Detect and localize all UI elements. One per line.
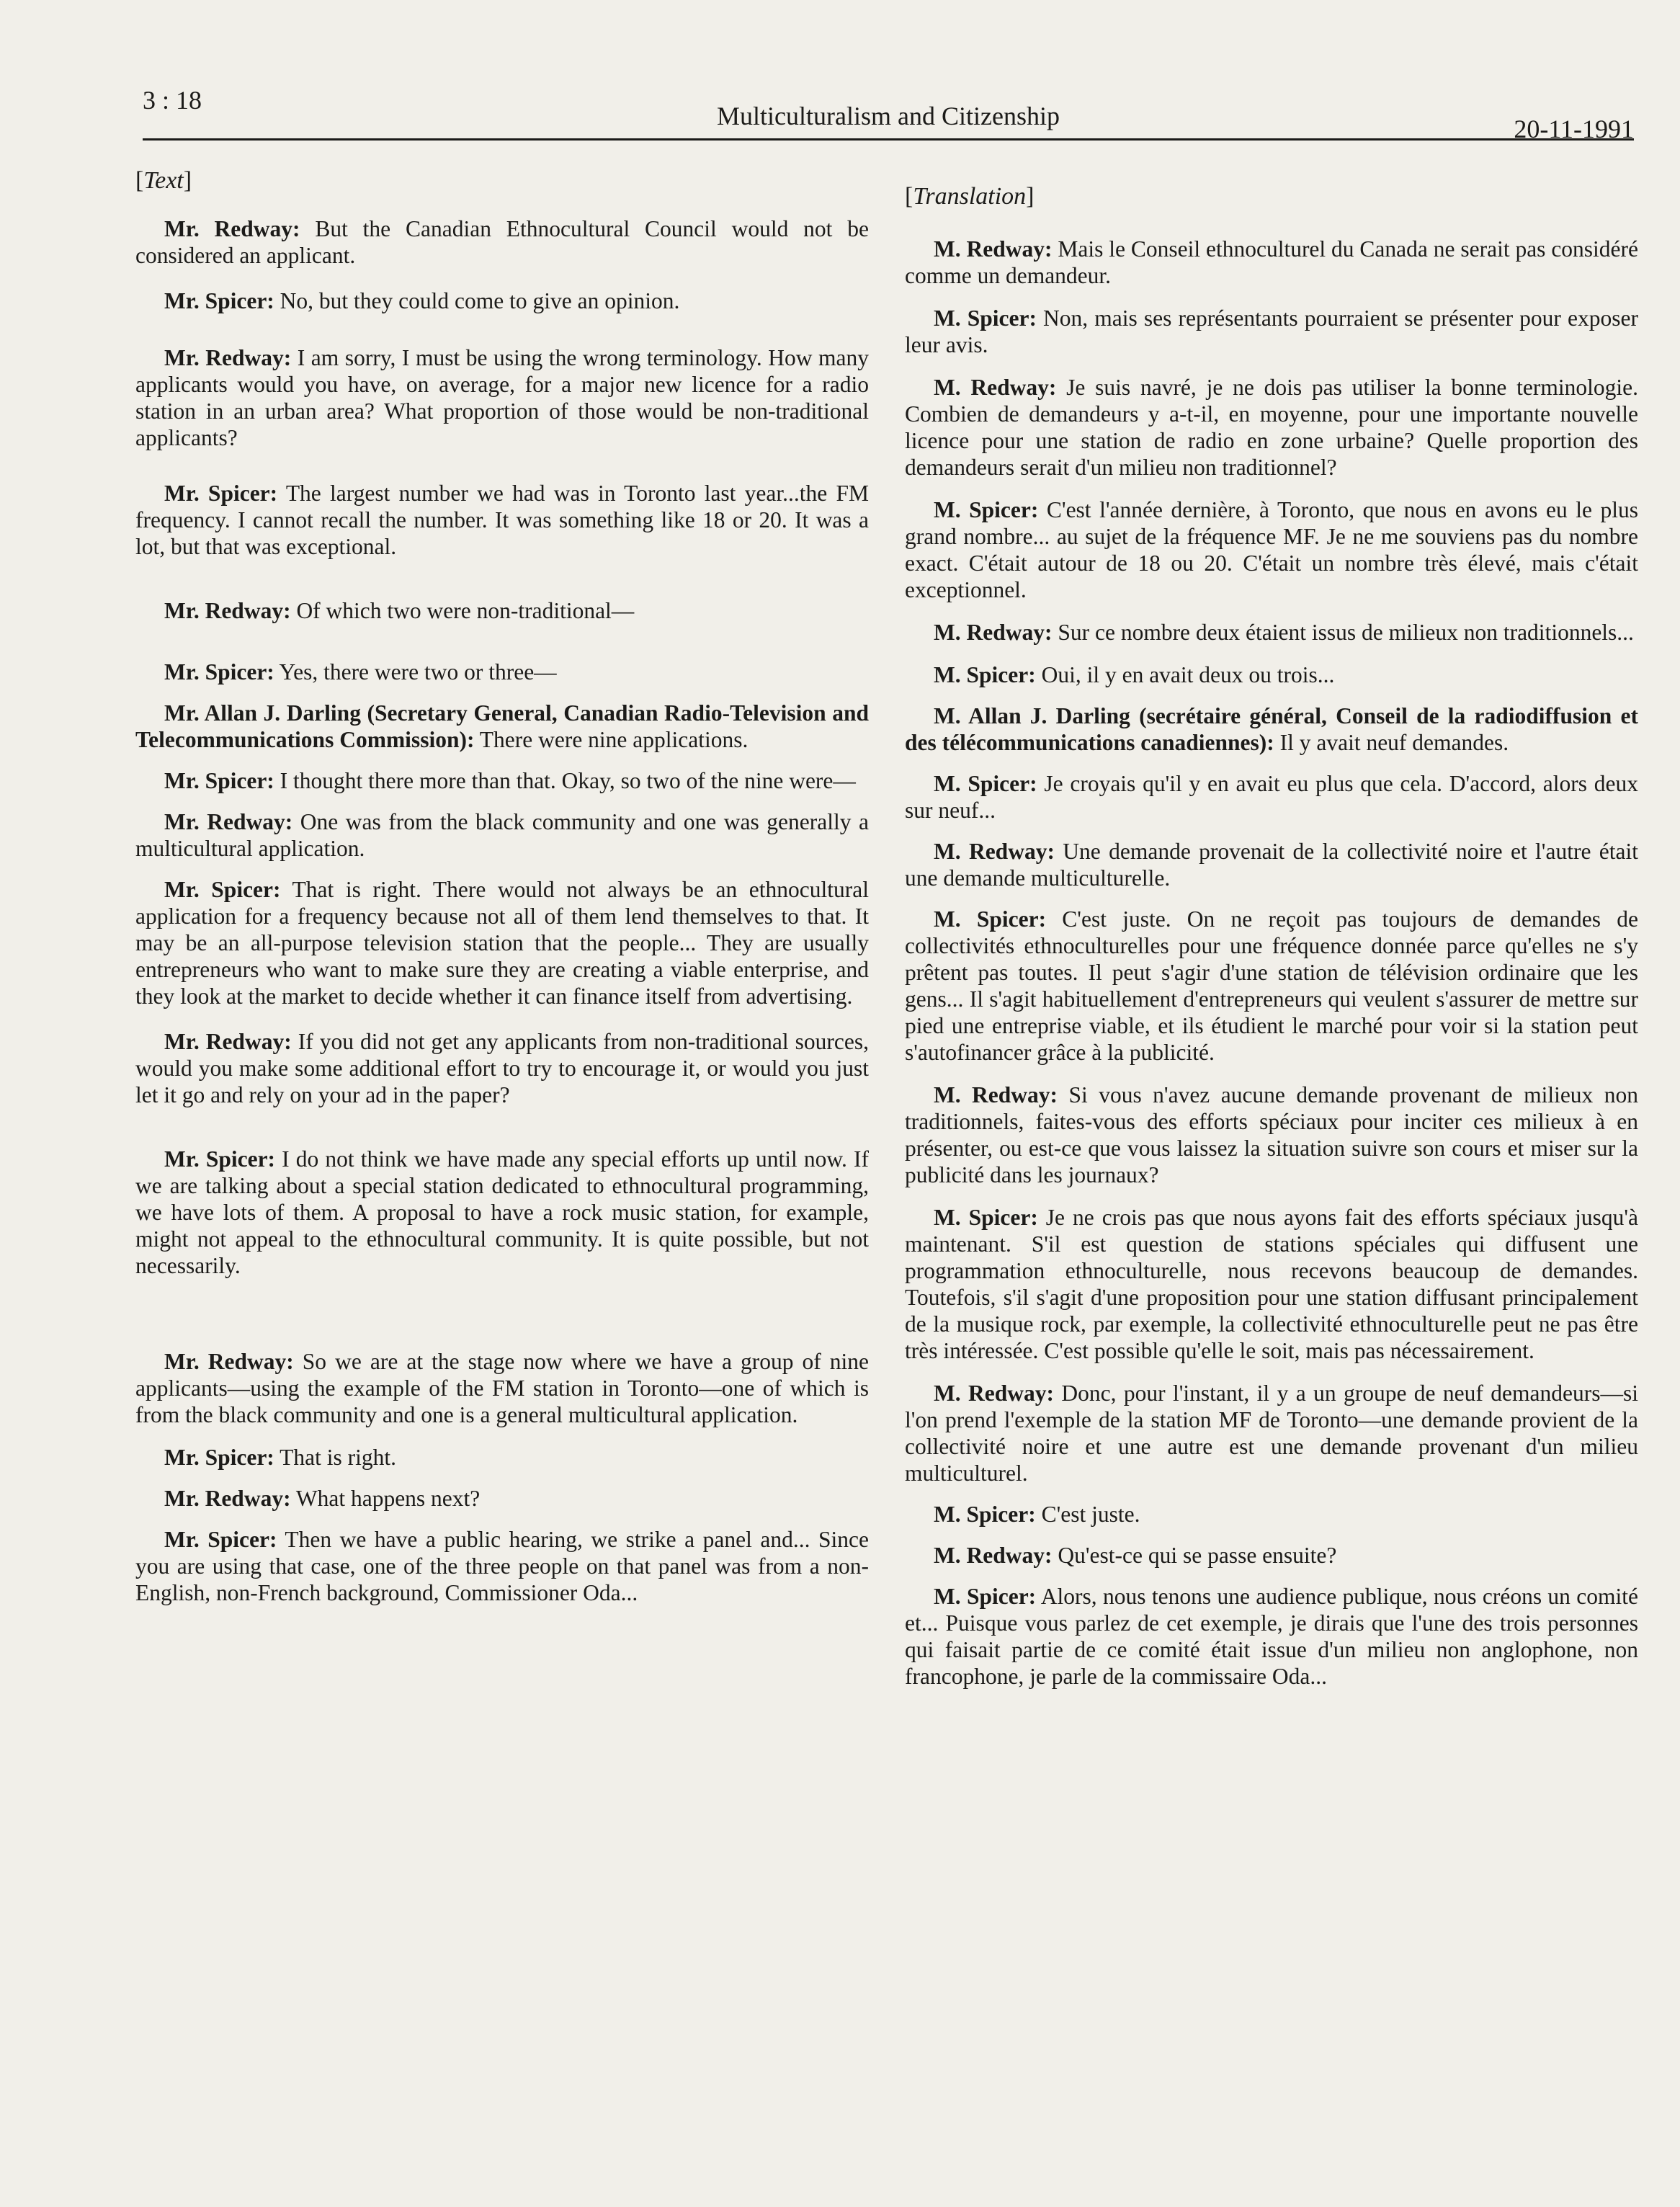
transcript-turn	[905, 770, 1638, 824]
turn-text: Qu'est-ce qui se passe ensuite?	[1052, 1543, 1337, 1568]
turn-text: Then we have a public hearing, we strike a panel and... Since you are using that case, one of the three people on that panel was from a non-English, non-French background, Commissioner Oda...	[135, 1527, 869, 1605]
turn-text: I am sorry, I must be using the wrong terminology. How many applicants would you have, on average, for a major new licence for a radio station in an urban area? What proportion of those would be non-traditional applicants?	[135, 345, 870, 450]
turn-text: I thought there more than that. Okay, so two of the nine were—	[274, 768, 856, 793]
speaker-name: Mr. Allan J. Darling (Secretary General, Canadian Radio-Television and Telecommunications Commission):	[135, 700, 869, 752]
speaker-name: M. Redway:	[934, 839, 1055, 864]
transcript-turn	[135, 1485, 869, 1512]
speaker-name: M. Redway:	[934, 236, 1053, 262]
english-column	[135, 167, 869, 1606]
turn-text: Alors, nous tenons une audience publique, nous créons un comité et... Puisque vous parlez de cet exemple, je dirais que l'une des trois personnes qui faisait partie de ce comité était issue d'un milieu non anglophone, non francophone, je parle de la commissaire Oda...	[905, 1584, 1638, 1689]
transcript-turn	[135, 1444, 869, 1471]
french-column	[905, 183, 1638, 1690]
transcript-turn	[135, 876, 869, 1009]
turn-text: Mais le Conseil ethnoculturel du Canada ne serait pas considéré comme un demandeur.	[905, 236, 1639, 288]
speaker-name: Mr. Spicer:	[164, 1146, 276, 1172]
speaker-name: Mr. Spicer:	[164, 481, 278, 506]
speaker-name: Mr. Redway:	[164, 809, 293, 834]
turn-text: So we are at the stage now where we have a group of nine applicants—using the example of the FM station in Toronto—one of which is from the black community and one is a general multicultural application.	[135, 1349, 869, 1427]
column-label: [Translation]	[905, 183, 1035, 210]
transcript-turn	[905, 236, 1638, 289]
turn-text: C'est juste. On ne reçoit pas toujours de demandes de collectivités ethnoculturelles pour une fréquence donnée parce qu'elles ne s'y prêtent pas toutes. Il peut s'agir d'une station de télévision ordinaire que les gens... Il s'agit habituellement d'entrepreneurs qui veulent s'assurer de mettre sur pied une entreprise viable, et ils étudient le marché pour voir si la station peut s'autofinancer grâce à la publicité.	[905, 906, 1638, 1065]
turn-text: Oui, il y en avait deux ou trois...	[1035, 662, 1335, 687]
transcript-turn	[135, 1526, 869, 1606]
speaker-name: Mr. Redway:	[164, 1486, 291, 1511]
speaker-name: M. Redway:	[934, 375, 1057, 400]
speaker-name: Mr. Spicer:	[164, 1527, 277, 1552]
transcript-turn	[135, 767, 869, 794]
transcript-turn	[905, 1501, 1638, 1528]
transcript-turn	[905, 374, 1638, 481]
speaker-name: Mr. Spicer:	[164, 288, 274, 313]
speaker-name: Mr. Redway:	[164, 598, 291, 623]
speaker-name: Mr. Redway:	[164, 1029, 292, 1054]
turn-text: But the Canadian Ethnocultural Council would not be considered an applicant.	[135, 216, 869, 268]
transcript-turn	[905, 619, 1638, 646]
turn-text: Yes, there were two or three—	[274, 659, 557, 685]
transcript-turn	[905, 1082, 1638, 1188]
turn-text: C'est l'année dernière, à Toronto, que nous en avons eu le plus grand nombre... au sujet de la fréquence MF. Je ne me souviens pas du nombre exact. C'était autour de 18 ou 20. C'était un nombre très élevé, mais c'était exceptionnel.	[905, 497, 1638, 602]
speaker-name: M. Redway:	[934, 1082, 1058, 1107]
turn-text: Non, mais ses représentants pourraient se présenter pour exposer leur avis.	[905, 306, 1638, 357]
transcript-turn	[135, 480, 869, 560]
turn-text: One was from the black community and one was generally a multicultural application.	[135, 809, 869, 861]
speaker-name: M. Allan J. Darling (secrétaire général, Conseil de la radiodiffusion et des télécommunications canadiennes):	[905, 703, 1638, 755]
speaker-name: Mr. Spicer:	[164, 768, 274, 793]
speaker-name: M. Spicer:	[934, 1502, 1036, 1527]
speaker-name: M. Spicer:	[934, 1205, 1038, 1230]
transcript-turn	[905, 305, 1638, 358]
page-header	[143, 81, 1634, 141]
transcript-turn	[905, 1583, 1638, 1690]
turn-text: Of which two were non-traditional—	[290, 598, 635, 623]
speaker-name: M. Redway:	[934, 620, 1053, 645]
speaker-name: M. Spicer:	[934, 497, 1039, 522]
turn-text: Si vous n'avez aucune demande provenant de milieux non traditionnels, faites-vous des efforts spéciaux pour inciter ces milieux à en présenter, ou est-ce que vous laissez la situation suivre son cours et miser sur la publicité dans les journaux?	[905, 1082, 1639, 1187]
speaker-name: Mr. Redway:	[164, 345, 292, 370]
speaker-name: M. Spicer:	[934, 771, 1037, 796]
english-turns	[135, 215, 869, 1606]
turn-text: C'est juste.	[1035, 1502, 1140, 1527]
transcript-turn	[135, 808, 869, 862]
transcript-turn	[905, 496, 1638, 603]
turn-text: That is right.	[274, 1445, 396, 1470]
turn-text: If you did not get any applicants from non-traditional sources, would you make some additional effort to try to encourage it, or would you just let it go and rely on your ad in the paper?	[135, 1029, 869, 1107]
speaker-name: Mr. Spicer:	[164, 659, 274, 685]
speaker-name: M. Spicer:	[934, 1584, 1037, 1609]
transcript-turn	[905, 661, 1638, 688]
turn-text: The largest number we had was in Toronto last year...the FM frequency. I cannot recall the number. It was something like 18 or 20. It was a lot, but that was exceptional.	[135, 481, 869, 559]
turn-text: That is right. There would not always be an ethnocultural application for a frequency because not all of them lend themselves to that. It may be an all-purpose television station that the people... They are usually entrepreneurs who want to make sure they are creating a viable enterprise, and they look at the market to decide whether it can finance itself from advertising.	[135, 877, 869, 1009]
turn-text: What happens next?	[290, 1486, 481, 1511]
speaker-name: Mr. Redway:	[164, 1349, 294, 1374]
transcript-turn	[135, 215, 869, 269]
column-label: [Text]	[135, 167, 192, 194]
transcript-turn	[905, 1204, 1638, 1364]
speaker-name: M. Redway:	[934, 1381, 1054, 1406]
transcript-turn	[135, 1348, 869, 1428]
turn-text: Je ne crois pas que nous ayons fait des efforts spéciaux jusqu'à maintenant. S'il est question de stations spéciales qui diffusent une programmation ethnoculturelle, nous recevons beaucoup de demandes. Toutefois, s'il s'agit d'une proposition pour une station diffusant principalement de la musique rock, par exemple, la collectivité ethnoculturelle peut ne pas être très intéressée. C'est possible qu'elle le soit, mais pas nécessairement.	[905, 1205, 1638, 1363]
speaker-name: M. Spicer:	[934, 662, 1036, 687]
transcript-turn	[905, 906, 1638, 1066]
speaker-name: Mr. Redway:	[164, 216, 300, 241]
transcript-turn	[135, 700, 869, 753]
turn-text: Donc, pour l'instant, il y a un groupe de neuf demandeurs—si l'on prend l'exemple de la station MF de Toronto—une demande provient de la collectivité noire et une autre est une demande provenant d'un milieu multiculturel.	[905, 1381, 1638, 1486]
turn-text: Je croyais qu'il y en avait eu plus que cela. D'accord, alors deux sur neuf...	[905, 771, 1638, 823]
transcript-turn	[905, 838, 1638, 891]
speaker-name: M. Redway:	[934, 1543, 1053, 1568]
transcript-turn	[905, 1542, 1638, 1569]
column-label-text: Text	[143, 167, 184, 194]
transcript-turn	[135, 287, 869, 314]
transcript-turn	[135, 597, 869, 624]
speaker-name: M. Spicer:	[934, 906, 1047, 932]
transcript-turn	[905, 1380, 1638, 1486]
transcript-turn	[135, 1146, 869, 1279]
transcript-turn	[135, 344, 869, 451]
turn-text: Il y avait neuf demandes.	[1274, 730, 1509, 755]
column-label-text: Translation	[913, 183, 1027, 210]
turn-text: Sur ce nombre deux étaient issus de milieux non traditionnels...	[1052, 620, 1634, 645]
running-title: Multiculturalism and Citizenship	[717, 102, 1060, 130]
turn-text: Une demande provenait de la collectivité noire et l'autre était une demande multiculturelle.	[905, 839, 1639, 891]
turn-text: There were nine applications.	[474, 727, 749, 752]
page-date: 20-11-1991	[1514, 115, 1634, 143]
transcript-turn	[135, 659, 869, 685]
transcript-turn	[905, 703, 1638, 756]
turn-text: Je suis navré, je ne dois pas utiliser la bonne terminologie. Combien de demandeurs y a-t-il, en moyenne, pour une importante nouvelle licence pour une station de radio en zone urbaine? Quelle proportion des demandeurs serait d'un milieu non traditionnel?	[905, 375, 1638, 480]
turn-text: No, but they could come to give an opinion.	[274, 288, 680, 313]
turn-text: I do not think we have made any special efforts up until now. If we are talking about a special station dedicated to ethnocultural programming, we have lots of them. A proposal to have a rock music station, for example, might not appeal to the ethnocultural community. It is quite possible, but not necessarily.	[135, 1146, 870, 1278]
speaker-name: Mr. Spicer:	[164, 1445, 274, 1470]
speaker-name: M. Spicer:	[934, 306, 1037, 331]
transcript-turn	[135, 1028, 869, 1108]
speaker-name: Mr. Spicer:	[164, 877, 281, 902]
page-number: 3 : 18	[143, 86, 202, 115]
french-turns	[905, 236, 1638, 1690]
